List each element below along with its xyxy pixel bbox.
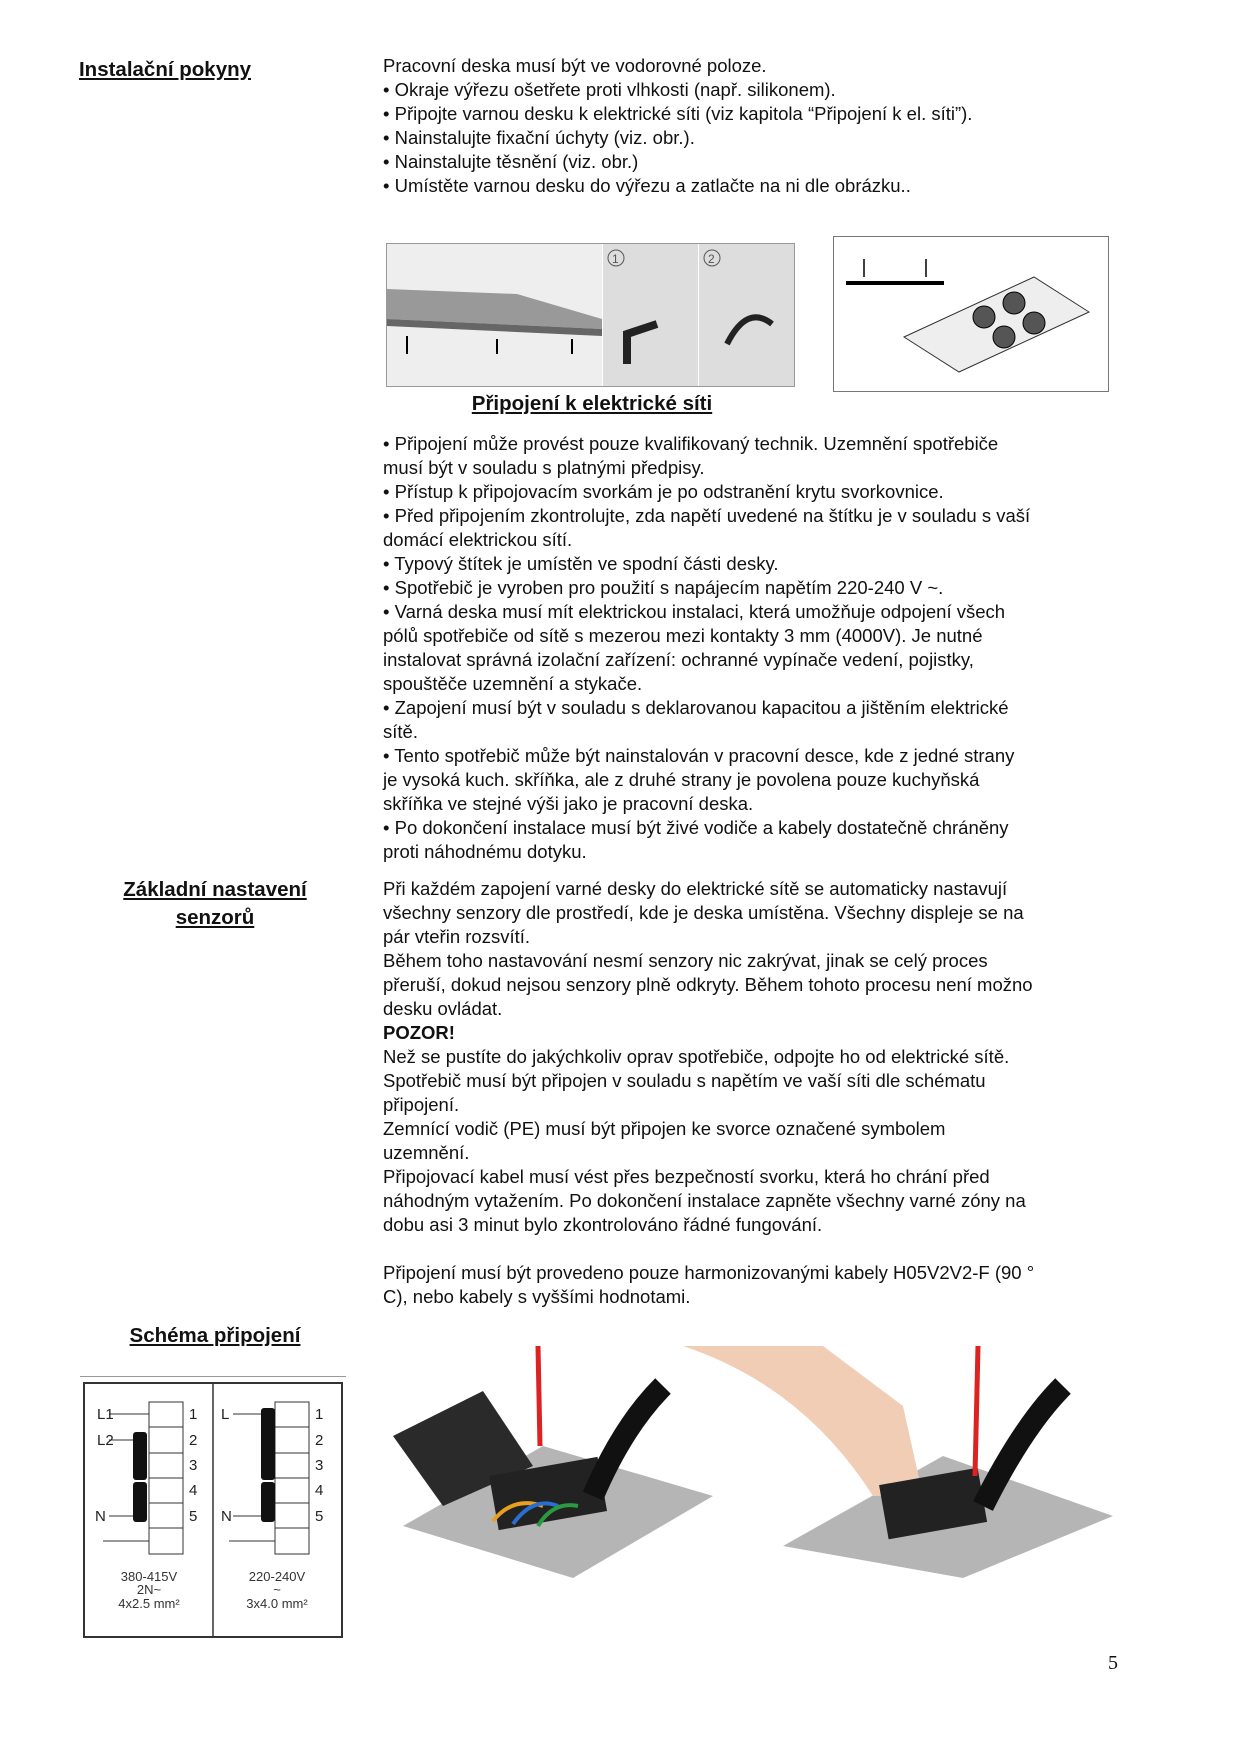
terminal-number: 4 (315, 1482, 324, 1499)
text-line: • Umístěte varnou desku do výřezu a zatlačte na ni dle obrázku.. (383, 175, 911, 196)
text-line: • Tento spotřebič může být nainstalován v pracovní desce, kde z jedné strany (383, 745, 1015, 766)
text-line: uzemnění. (383, 1142, 470, 1163)
heading-line: Základní nastavení (123, 878, 307, 901)
text-line: Při každém zapojení varné desky do elektrické sítě se automaticky nastavují (383, 878, 1008, 899)
text-line: spouštěče uzemnění a stykače. (383, 673, 643, 694)
installation-text (383, 54, 972, 198)
terminal-number: 1 (315, 1406, 324, 1423)
terminal-number: 5 (315, 1508, 324, 1525)
text-line: • Spotřebič je vyroben pro použití s napájecím napětím 220-240 V ~. (383, 577, 944, 598)
text-line: je vysoká kuch. skříňka, ale z druhé strany je povolena pouze kuchyňská (383, 769, 980, 790)
text-line: • Zapojení musí být v souladu s deklarovanou kapacitou a jištěním elektrické (383, 697, 1009, 718)
text-line: • Typový štítek je umístěn ve spodní části desky. (383, 553, 779, 574)
step-number: 2 (708, 252, 715, 266)
text-line: náhodným vytažením. Po dokončení instalace zapněte všechny varné zóny na (383, 1190, 1026, 1211)
text-line: musí být v souladu s platnými předpisy. (383, 457, 705, 478)
text-line: • Po dokončení instalace musí být živé vodiče a kabely dostatečně chráněny (383, 817, 1009, 838)
text-line: všechny senzory dle prostředí, kde je deska umístěna. Všechny displeje se na (383, 902, 1024, 923)
text-line: • Připojte varnou desku k elektrické síti (viz kapitola “Připojení k el. síti”). (383, 103, 973, 124)
step-number: 1 (612, 252, 619, 266)
terminal-number: 3 (315, 1457, 324, 1474)
installation-figure-seal (833, 236, 1109, 392)
text-line: • Varná deska musí mít elektrickou instalaci, která umožňuje odpojení všech (383, 601, 1006, 622)
terminal-block-photos (383, 1346, 1117, 1578)
text-line: pólů spotřebiče od sítě s mezerou mezi kontakty 3 mm (4000V). Je nutné (383, 625, 983, 646)
terminal-number: 2 (189, 1432, 198, 1449)
text-line: domácí elektrickou sítí. (383, 529, 573, 550)
sensor-text (383, 877, 1034, 1309)
heading-installation: Instalační pokyny (78, 58, 252, 81)
terminal-label: L (221, 1406, 230, 1423)
text-line: • Nainstalujte fixační úchyty (viz. obr.). (383, 127, 695, 148)
text-line: • Přístup k připojovacím svorkám je po odstranění krytu svorkovnice. (383, 481, 944, 502)
connection-text (383, 432, 1030, 864)
heading-line: senzorů (175, 906, 255, 929)
terminal-label: N (95, 1508, 106, 1525)
text-line: instalovat správná izolační zařízení: ochranné vypínače vedení, pojistky, (383, 649, 974, 670)
text-line: Připojení musí být provedeno pouze harmonizovanými kabely H05V2V2-F (90 ° (383, 1262, 1035, 1283)
text-line: Pracovní deska musí být ve vodorovné poloze. (383, 55, 767, 76)
text-line: • Před připojením zkontrolujte, zda napětí uvedené na štítku je v souladu s vaší (383, 505, 1031, 526)
text-line: • Nainstalujte těsnění (viz. obr.) (383, 151, 639, 172)
terminal-label: L1 (97, 1406, 114, 1423)
terminal-number: 4 (189, 1482, 198, 1499)
text-line: připojení. (383, 1094, 460, 1115)
terminal-number: 3 (189, 1457, 198, 1474)
voltage-label: 220-240V (248, 1569, 306, 1584)
text-line: • Okraje výřezu ošetřete proti vlhkosti (např. silikonem). (383, 79, 836, 100)
cable-spec: 4x2.5 mm² (118, 1596, 180, 1611)
supply-type: 2N~ (136, 1582, 162, 1597)
text-line: C), nebo kabely s vyššími hodnotami. (383, 1286, 691, 1307)
text-line: desku ovládat. (383, 998, 503, 1019)
supply-type: ~ (273, 1582, 281, 1597)
cable-spec: 3x4.0 mm² (246, 1596, 308, 1611)
heading-electrical-connection: Připojení k elektrické síti (471, 392, 713, 415)
wiring-diagram (83, 1382, 343, 1638)
text-line: přeruší, dokud nejsou senzory plně odkryty. Během tohoto procesu není možno (383, 974, 1033, 995)
text-line: pár vteřin rozsvítí. (383, 926, 531, 947)
heading-sensor-setup (90, 876, 340, 932)
installation-figure-clips (386, 243, 795, 387)
terminal-label: N (221, 1508, 232, 1525)
text-line: proti náhodnému dotyku. (383, 841, 587, 862)
text-line (383, 1237, 1034, 1261)
terminal-number: 2 (315, 1432, 324, 1449)
text-line: • Připojení může provést pouze kvalifikovaný technik. Uzemnění spotřebiče (383, 433, 999, 454)
warning-label: POZOR! (383, 1022, 455, 1043)
text-line: Připojovací kabel musí vést přes bezpečností svorku, která ho chrání před (383, 1166, 990, 1187)
text-line: Během toho nastavování nesmí senzory nic zakrývat, jinak se celý proces (383, 950, 988, 971)
terminal-label: L2 (97, 1432, 114, 1449)
terminal-number: 1 (189, 1406, 198, 1423)
text-line: sítě. (383, 721, 418, 742)
text-line: Spotřebič musí být připojen v souladu s napětím ve vaší síti dle schématu (383, 1070, 986, 1091)
page-number: 5 (1108, 1652, 1118, 1674)
terminal-number: 5 (189, 1508, 198, 1525)
voltage-label: 380-415V (120, 1569, 178, 1584)
text-line: skříňka ve stejné výši jako je pracovní deska. (383, 793, 754, 814)
text-line: Než se pustíte do jakýchkoliv oprav spotřebiče, odpojte ho od elektrické sítě. (383, 1046, 1010, 1067)
text-line: Zemnící vodič (PE) musí být připojen ke svorce označené symbolem (383, 1118, 946, 1139)
text-line: dobu asi 3 minut bylo zkontrolováno řádné fungování. (383, 1214, 823, 1235)
heading-wiring-diagram: Schéma připojení (129, 1324, 301, 1347)
